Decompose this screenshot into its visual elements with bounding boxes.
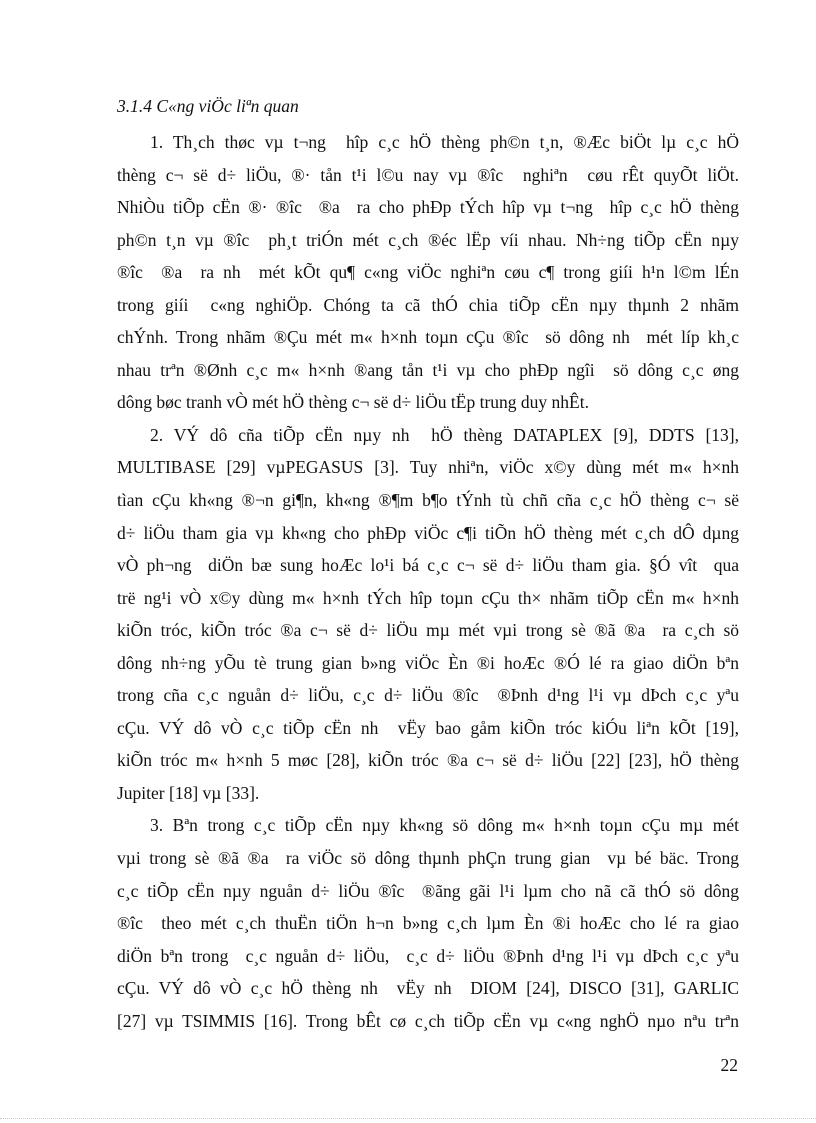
text-line: diÖn bªn trong c¸c nguån d÷ liÖu, c¸c d÷ liÖu ®Þnh d¹ng l¹i vµ dÞch c¸c yªu: [117, 945, 739, 966]
text-line: 3. Bªn trong c¸c tiÕp cËn nµy kh«ng sö dông m« h×nh toµn cÇu mµ mét: [150, 815, 739, 836]
text-line: d÷ liÖu tham gia vµ kh«ng cho phÐp viÖc c¶i tiÕn hÖ thèng mét c¸ch dÔ dµng: [117, 522, 739, 543]
text-line: vµi trong sè ®ã ®a ra viÖc sö dông thµnh phÇn trung gian vµ bé bäc. Trong: [117, 848, 739, 869]
text-line: ®îc ®a ra nh mét kÕt qu¶ c«ng viÖc nghiªn cøu c¶ trong giíi h¹n l©m lÉn: [117, 262, 739, 283]
text-line: cÇu. VÝ dô vÒ c¸c hÖ thèng nh vËy nh DIOM [24], DISCO [31], GARLIC: [117, 978, 739, 999]
page-bottom-divider: [0, 1118, 816, 1119]
text-line: trong cña c¸c nguån d÷ liÖu, c¸c d÷ liÖu ®îc ®Þnh d¹ng l¹i vµ dÞch c¸c yªu: [117, 685, 739, 706]
text-line: ®îc theo mét c¸ch thuËn tiÖn h¬n b»ng c¸ch lµm Èn ®i hoÆc cho lé ra giao: [117, 913, 739, 934]
text-line: dông bøc tranh vÒ mét hÖ thèng c¬ së d÷ liÖu tËp trung duy nhÊt.: [117, 392, 589, 413]
body-text: [117, 126, 739, 1037]
section-heading: 3.1.4 C«ng viÖc liªn quan: [117, 96, 299, 116]
text-line: c¸c tiÕp cËn nµy nguån d÷ liÖu ®îc ®ãng gãi l¹i lµm cho nã cã thÓ sö dông: [117, 880, 739, 901]
text-line: [27] vµ TSIMMIS [16]. Trong bÊt cø c¸ch tiÕp cËn vµ c«ng nghÖ nµo nªu trªn: [117, 1010, 739, 1031]
text-line: Jupiter [18] vµ [33].: [117, 782, 260, 803]
text-line: kiÕn tróc m« h×nh 5 møc [28], kiÕn tróc ®a c¬ së d÷ liÖu [22] [23], hÖ thèng: [117, 750, 739, 771]
text-line: cÇu. VÝ dô vÒ c¸c tiÕp cËn nh vËy bao gåm kiÕn tróc kiÓu liªn kÕt [19],: [117, 717, 739, 738]
text-line: chÝnh. Trong nhãm ®Çu mét m« h×nh toµn cÇu ®îc sö dông nh mét líp kh¸c: [117, 327, 739, 348]
text-line: MULTIBASE [29] vµPEGASUS [3]. Tuy nhiªn, viÖc x©y dùng mét m« h×nh: [117, 457, 739, 478]
text-line: thèng c¬ së d÷ liÖu, ®· tån t¹i l©u nay vµ ®îc nghiªn cøu rÊt quyÕt liÖt.: [117, 164, 739, 185]
text-line: trong giíi c«ng nghiÖp. Chóng ta cã thÓ chia tiÕp cËn nµy thµnh 2 nhãm: [117, 294, 739, 315]
text-line: tìan cÇu kh«ng ®¬n gi¶n, kh«ng ®¶m b¶o tÝnh tù chñ cña c¸c hÖ thèng c¬ së: [117, 490, 739, 511]
text-line: vÒ ph¬ng diÖn bæ sung hoÆc lo¹i bá c¸c c¬ së d÷ liÖu tham gia. §Ó vît qua: [117, 555, 739, 576]
text-line: nhau trªn ®Ønh c¸c m« h×nh ®ang tån t¹i vµ cho phÐp ngîi sö dông c¸c øng: [117, 359, 739, 380]
text-line: 2. VÝ dô cña tiÕp cËn nµy nh hÖ thèng DATAPLEX [9], DDTS [13],: [150, 424, 739, 445]
text-line: ph©n t¸n vµ ®îc ph¸t triÓn mét c¸ch ®éc lËp víi nhau. Nh÷ng tiÕp cËn nµy: [117, 229, 739, 250]
text-line: trë ng¹i vÒ x©y dùng m« h×nh tÝch hîp toµn cÇu th× nhãm tiÕp cËn m« h×nh: [117, 587, 739, 608]
text-line: NhiÒu tiÕp cËn ®· ®îc ®a ra cho phÐp tÝch hîp vµ t¬ng hîp c¸c hÖ thèng: [117, 197, 739, 218]
text-line: kiÕn tróc, kiÕn tróc ®a c¬ së d÷ liÖu mµ mét vµi trong sè ®ã ®a ra c¸ch sö: [117, 620, 739, 641]
page-number: 22: [720, 1055, 738, 1075]
text-line: 1. Th¸ch thøc vµ t¬ng hîp c¸c hÖ thèng ph©n t¸n, ®Æc biÖt lµ c¸c hÖ: [150, 132, 739, 152]
text-line: dông nh÷ng yÕu tè trung gian b»ng viÖc Èn ®i hoÆc ®Ó lé ra giao diÖn bªn: [117, 652, 739, 673]
